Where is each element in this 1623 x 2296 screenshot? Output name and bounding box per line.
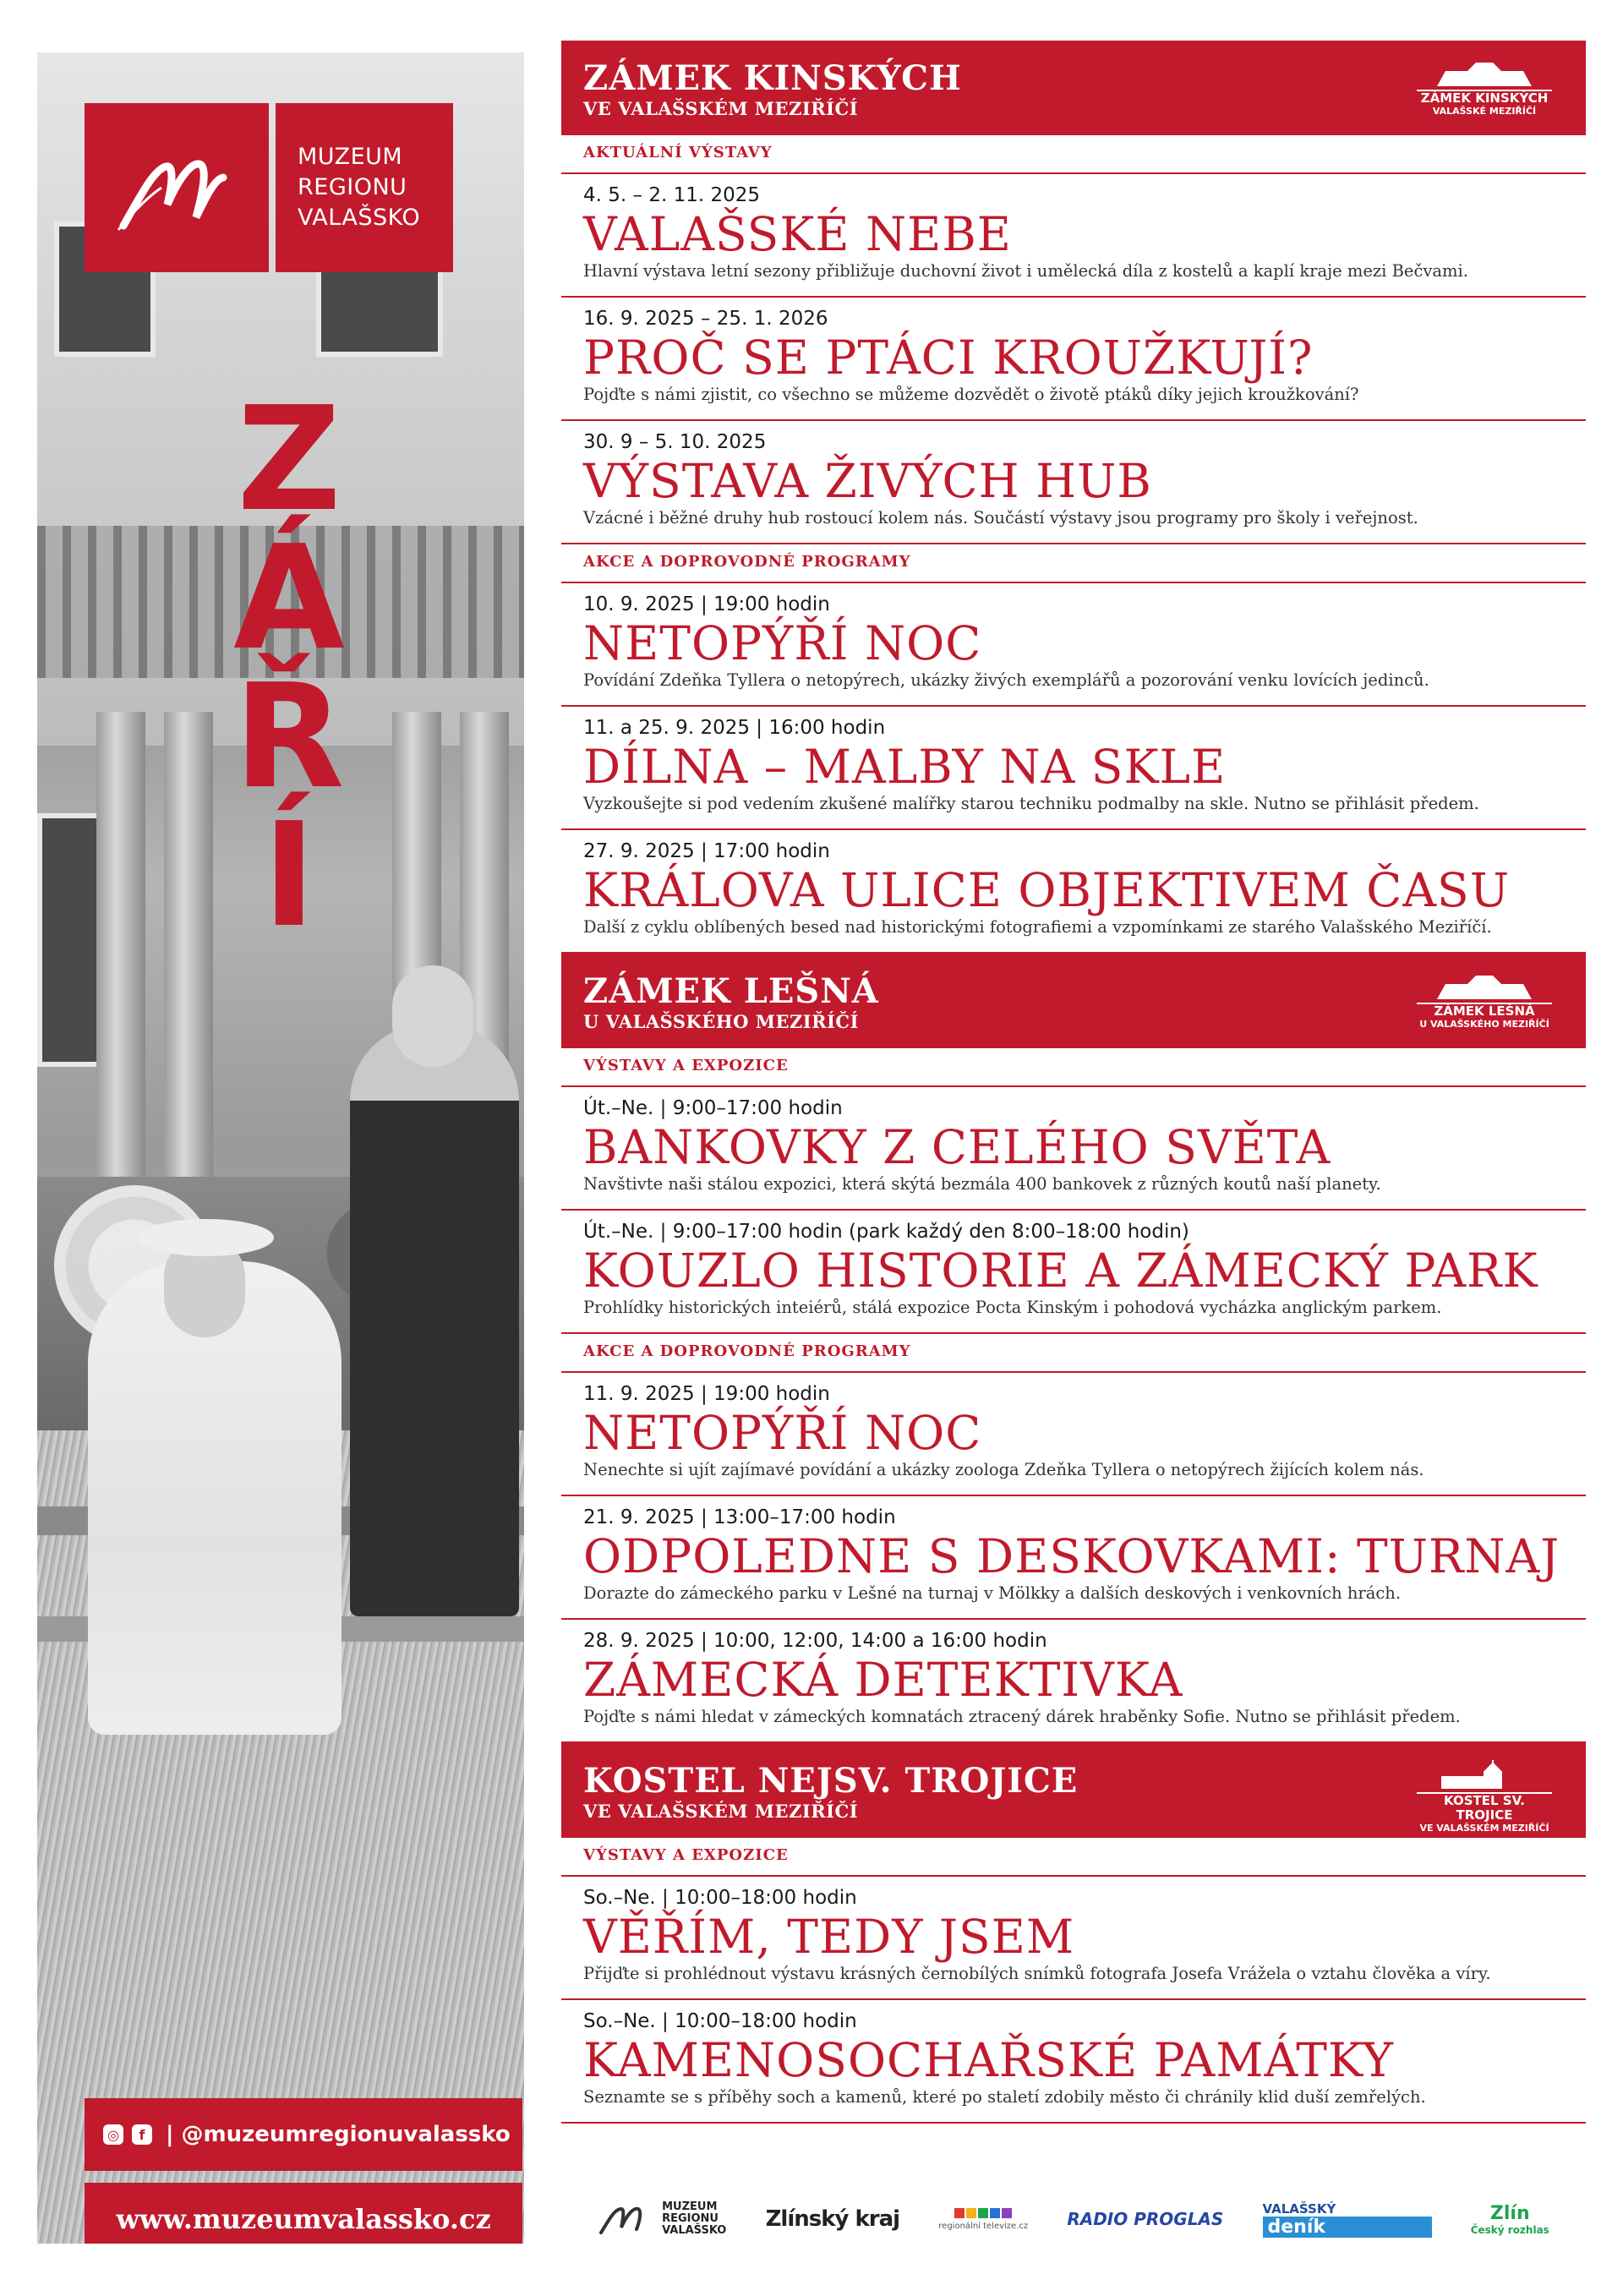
- event-date: 11. a 25. 9. 2025 | 16:00 hodin: [583, 717, 886, 739]
- logo-line: VALAŠSKO: [298, 205, 421, 231]
- event-description: Pojďte s námi hledat v zámeckých komnatách ztracený dárek hraběnky Sofie. Nutno se přihlásit předem.: [583, 1707, 1461, 1726]
- event-description: Prohlídky historických inteiérů, stálá expozice Pocta Kinským i pohodová vycházka anglickým parkem.: [583, 1298, 1442, 1317]
- cro-top: Zlín: [1489, 2202, 1530, 2224]
- event-description: Seznamte se s příběhy soch a kamenů, které po staletí zdobily město či chránily klid duší zemřelých.: [583, 2087, 1426, 2107]
- event-description: Vyzkoušejte si pod vedením zkušené malířky starou techniku podmalby na skle. Nutno se přihlásit předem.: [583, 794, 1479, 813]
- denik-top: VALAŠSKÝ: [1262, 2200, 1336, 2217]
- venue-badge: [1417, 1760, 1552, 1834]
- event-item: [561, 298, 1586, 421]
- chateau-icon: [1434, 970, 1535, 999]
- badge-subtitle: U VALAŠSKÉHO MEZIŘÍČÍ: [1419, 1019, 1549, 1030]
- event-description: Navštivte naši stálou expozici, která skýtá bezmála 400 bankovek z různých koutů naší planety.: [583, 1174, 1381, 1194]
- section-label: VÝSTAVY A EXPOZICE: [561, 1838, 1586, 1877]
- sponsor-strip: [561, 2181, 1586, 2257]
- chateau-icon: [1434, 57, 1535, 86]
- event-item: [561, 1877, 1586, 2000]
- section-label: VÝSTAVY A EXPOZICE: [561, 1048, 1586, 1087]
- event-date: So.–Ne. | 10:00–18:00 hodin: [583, 2010, 857, 2032]
- badge-subtitle: VALAŠSKÉ MEZIŘÍČÍ: [1432, 106, 1537, 117]
- event-title: VÝSTAVA ŽIVÝCH HUB: [583, 454, 1152, 508]
- man-figure: [350, 1025, 519, 1616]
- social-bar: [85, 2098, 522, 2171]
- event-date: 27. 9. 2025 | 17:00 hodin: [583, 840, 830, 862]
- event-description: Dorazte do zámeckého parku v Lešné na turnaj v Mölkky a dalších deskových i venkovních hrách.: [583, 1583, 1402, 1603]
- event-description: Vzácné i běžné druhy hub rostoucí kolem nás. Součástí výstavy jsou programy pro školy i veřejnost.: [583, 508, 1418, 528]
- regional-tv-icon: [938, 2208, 1028, 2218]
- sponsor-regionalni-televize: [938, 2208, 1028, 2231]
- event-title: KAMENOSOCHAŘSKÉ PAMÁTKY: [583, 2033, 1394, 2087]
- event-description: Přijďte si prohlédnout výstavu krásných černobílých snímků fotografa Josefa Vrážela o vztahu člověka a víry.: [583, 1964, 1491, 1983]
- badge-subtitle: VE VALAŠSKÉM MEZIŘÍČÍ: [1419, 1823, 1549, 1834]
- cro-bottom: Český rozhlas: [1470, 2223, 1549, 2236]
- event-title: DÍLNA – MALBY NA SKLE: [583, 740, 1227, 794]
- event-item: [561, 421, 1586, 544]
- badge-title: ZÁMEK LEŠNÁ: [1417, 1003, 1552, 1019]
- event-item: [561, 1373, 1586, 1496]
- event-title: VALAŠSKÉ NEBE: [583, 207, 1012, 261]
- event-description: Povídání Zdeňka Tyllera o netopýrech, ukázky živých exemplářů a pozorování venku lovících jedinců.: [583, 670, 1429, 690]
- denik-bottom: deník: [1263, 2217, 1432, 2238]
- event-date: So.–Ne. | 10:00–18:00 hodin: [583, 1887, 857, 1909]
- cover-photo: [37, 52, 524, 2244]
- event-description: Hlavní výstava letní sezony přibližuje duchovní život i umělecká díla z kostelů a kaplí kraje mezi Bečvami.: [583, 261, 1468, 281]
- badge-title: ZÁMEK KINSKÝCH: [1417, 90, 1552, 106]
- venue-name: ZÁMEK KINSKÝCH: [583, 58, 962, 98]
- venue-header: [561, 954, 1586, 1048]
- event-item: [561, 1087, 1586, 1211]
- month-letter: Á: [233, 515, 345, 682]
- man-head: [392, 965, 473, 1067]
- event-description: Pojďte s námi zjistit, co všechno se můžeme dozvědět o životě ptáků díky jejich kroužkování?: [583, 385, 1359, 404]
- event-title: NETOPÝŘÍ NOC: [583, 616, 982, 670]
- program-listing: [561, 41, 1586, 2124]
- month-letter: Í: [262, 792, 316, 959]
- event-title: KOUZLO HISTORIE A ZÁMECKÝ PARK: [583, 1244, 1538, 1298]
- sponsor-zlinsky-kraj: Zlínský kraj: [765, 2206, 900, 2232]
- month-letter: Z: [237, 376, 342, 544]
- event-date: 11. 9. 2025 | 19:00 hodin: [583, 1383, 830, 1405]
- venue-subtitle: VE VALAŠSKÉM MEZIŘÍČÍ: [583, 1801, 859, 1822]
- venue-name: KOSTEL NEJSV. TROJICE: [583, 1761, 1079, 1801]
- venue-subtitle: VE VALAŠSKÉM MEZIŘÍČÍ: [583, 98, 859, 119]
- venue-badge: [1417, 57, 1552, 118]
- event-title: ZÁMECKÁ DETEKTIVKA: [583, 1653, 1183, 1707]
- event-date: 4. 5. – 2. 11. 2025: [583, 184, 760, 206]
- event-title: VĚŘÍM, TEDY JSEM: [583, 1910, 1075, 1964]
- month-title: [205, 376, 374, 959]
- venue-name: ZÁMEK LEŠNÁ: [583, 971, 879, 1011]
- sponsor-muzeum: [598, 2201, 726, 2237]
- church-icon: [1434, 1760, 1535, 1789]
- museum-m-icon: [598, 2202, 657, 2236]
- event-item: [561, 583, 1586, 707]
- event-item: [561, 830, 1586, 954]
- event-title: PROČ SE PTÁCI KROUŽKUJÍ?: [583, 331, 1314, 385]
- event-description: Nenechte si ujít zajímavé povídání a ukázky zoologa Zdeňka Tyllera o netopýrech žijících kolem nás.: [583, 1460, 1424, 1479]
- logo-line: REGIONU: [298, 174, 407, 200]
- section-label: AKCE A DOPROVODNÉ PROGRAMY: [561, 544, 1586, 583]
- museum-m-icon: [115, 145, 242, 238]
- event-title: BANKOVKY Z CELÉHO SVĚTA: [583, 1120, 1331, 1174]
- sponsor-cesky-rozhlas: [1471, 2203, 1549, 2236]
- event-item: [561, 2000, 1586, 2124]
- event-item: [561, 707, 1586, 830]
- event-description: Další z cyklu oblíbených besed nad historickými fotografiemi a vzpomínkami ze starého Valašského Meziříčí.: [583, 917, 1492, 937]
- museum-logo-mark: [85, 103, 269, 272]
- event-date: Út.–Ne. | 9:00–17:00 hodin: [583, 1097, 843, 1119]
- sponsor-radio-proglas: RADIO PROGLAS: [1067, 2209, 1224, 2229]
- event-title: ODPOLEDNE S DESKOVKAMI: TURNAJ: [583, 1529, 1560, 1583]
- event-item: [561, 1496, 1586, 1620]
- sponsor-muzeum-line: VALAŠSKO: [662, 2224, 727, 2237]
- venue-subtitle: U VALAŠSKÉHO MEZIŘÍČÍ: [583, 1011, 859, 1032]
- venue-badge: [1417, 970, 1552, 1031]
- event-date: Út.–Ne. | 9:00–17:00 hodin (park každý den 8:00–18:00 hodin): [583, 1221, 1189, 1243]
- section-label: AKCE A DOPROVODNÉ PROGRAMY: [561, 1334, 1586, 1373]
- event-date: 10. 9. 2025 | 19:00 hodin: [583, 593, 830, 615]
- event-title: KRÁLOVA ULICE OBJEKTIVEM ČASU: [583, 863, 1511, 917]
- logo-line: MUZEUM: [298, 144, 403, 170]
- event-date: 21. 9. 2025 | 13:00–17:00 hodin: [583, 1506, 896, 1528]
- instagram-icon[interactable]: ◎: [103, 2124, 123, 2145]
- event-title: NETOPÝŘÍ NOC: [583, 1406, 982, 1460]
- sponsor-valassky-denik: [1263, 2201, 1432, 2238]
- event-date: 30. 9 – 5. 10. 2025: [583, 431, 767, 453]
- lady-hat: [139, 1219, 274, 1256]
- facebook-icon[interactable]: f: [132, 2124, 152, 2145]
- section-label: AKTUÁLNÍ VÝSTAVY: [561, 135, 1586, 174]
- event-date: 16. 9. 2025 – 25. 1. 2026: [583, 308, 828, 330]
- event-date: 28. 9. 2025 | 10:00, 12:00, 14:00 a 16:00 hodin: [583, 1630, 1047, 1652]
- sponsor-muzeum-line: REGIONU: [662, 2212, 719, 2225]
- museum-logo-text: [276, 103, 453, 272]
- event-item: [561, 1211, 1586, 1334]
- website-link[interactable]: www.muzeumvalassko.cz: [116, 2203, 491, 2235]
- badge-title: KOSTEL SV. TROJICE: [1417, 1792, 1552, 1823]
- month-letter: Ř: [233, 653, 345, 821]
- sponsor-tv-label: regionální televize.cz: [938, 2221, 1029, 2231]
- event-item: [561, 174, 1586, 298]
- event-item: [561, 1620, 1586, 1743]
- venue-header: [561, 41, 1586, 135]
- venue-header: [561, 1743, 1586, 1838]
- sponsor-muzeum-line: MUZEUM: [662, 2200, 718, 2213]
- website-bar: [85, 2183, 522, 2244]
- social-handle[interactable]: | @muzeumregionuvalassko: [166, 2122, 511, 2147]
